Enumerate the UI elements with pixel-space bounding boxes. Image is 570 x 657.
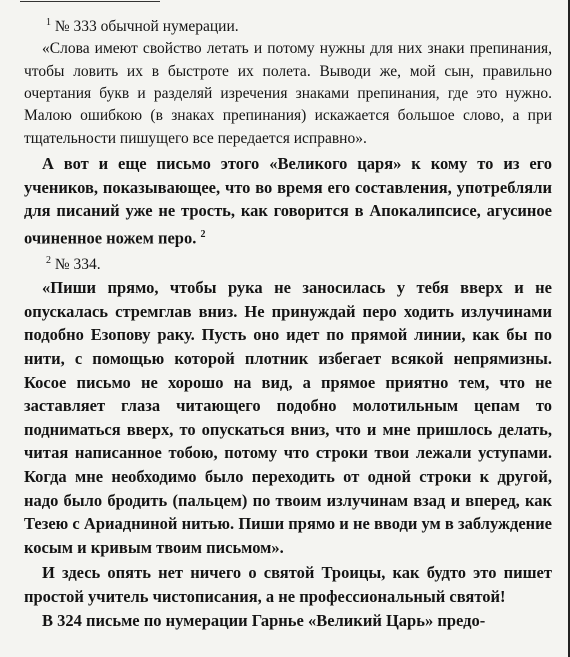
footnote-2-marker: 2 [46, 255, 51, 267]
footnote-1-marker: 1 [46, 17, 51, 28]
paragraph-2: И здесь опять нет ничего о святой Троицы, как будто это пишет простой учитель чистописания, а не профессиональный святой! [24, 563, 552, 606]
footnote-2-quote: «Пиши прямо, чтобы рука не заносилась у тебя вверх и не опускалась стремглав вниз. Не принуждай перо ходить излучинами подобно Езопову раку. Пусть оно идет по прямой линии, как бы по нити, с помощью которой плотник избегает всякой непрямизны. Косое письмо не хорошо на вид, а прямое приятно тем, что не заставляет глаза читающего подобно молотильным цепам то подниматься вверх, то опускаться вниз, что и мне пришлось делать, читая написанное тобою, потому что строки твои лежали уступами. Когда мне необходимо было переходить от одной строки к другой, надо было бродить (пальцем) по твоим излучинам взад и вперед, как Тезею с Ариадниной нитью. Пиши прямо и не вводи ум в заблуждение косым и кривым твоим письмом». [24, 278, 552, 557]
footnote-1-quote: «Слова имеют свойство летать и потому нужны для них знаки препинания, чтобы ловить их в быстроте их полета. Выводи же, мой сын, правильно очертания букв и разделяй изречения знаками препинания, где это нужно. Малою ошибкою (в знаках препинания) искажается большое слово, а при тщательности пишущего все передается исправно». [24, 40, 552, 147]
footnote-1-label: $^1$ № 333 обычной нумерации. [46, 17, 239, 36]
footnote-rule [20, 1, 160, 2]
footnote-2-label: $^2$ № 334. [46, 255, 101, 274]
paragraph-1: А вот и еще письмо этого «Великого царя» к кому то из его учеников, показывающее, что во время его составления, употребляли для писаний уже не трость, как говорится в Апокалипсисе, агусиное очиненное ножем перо. $^2$ [24, 154, 552, 248]
footnote-2-ref: 2 [200, 228, 206, 240]
paragraph-3: В 324 письме по нумерации Гарнье «Великий Царь» предо- [42, 610, 486, 630]
